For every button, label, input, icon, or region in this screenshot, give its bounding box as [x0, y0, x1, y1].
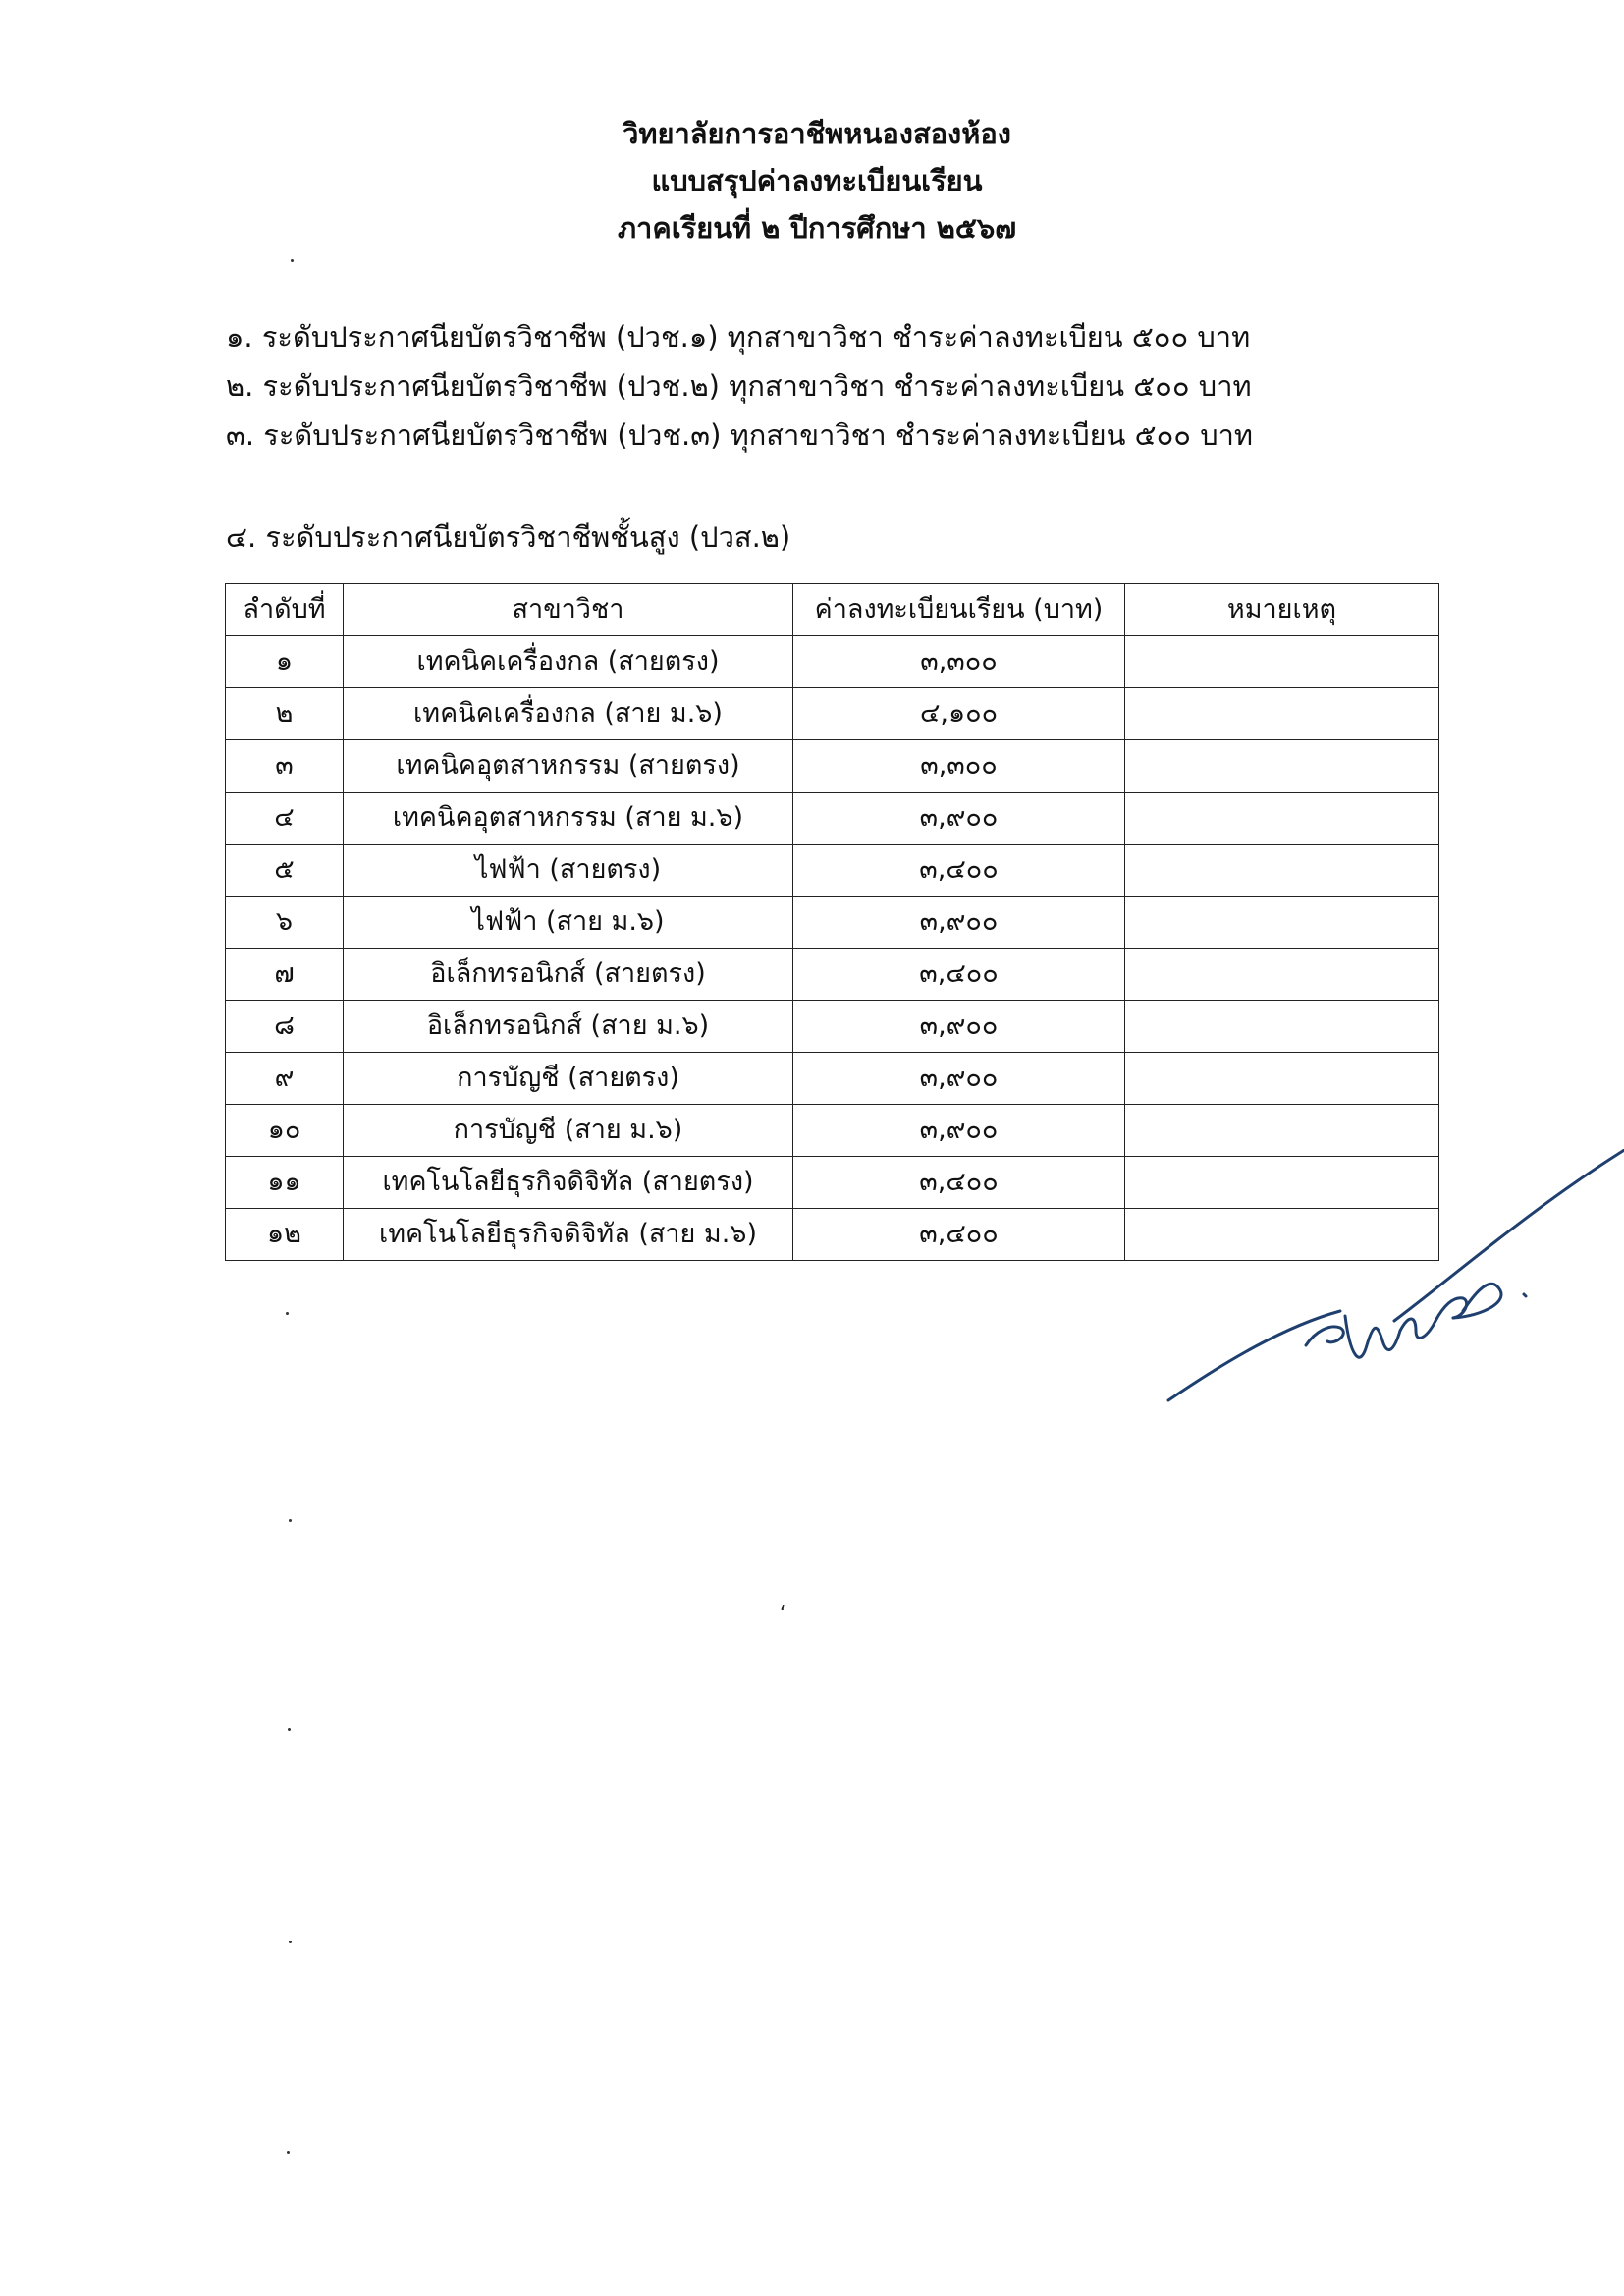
scan-speck [291, 259, 294, 262]
row-fee: ๓,๔๐๐ [793, 1157, 1125, 1209]
row-note [1125, 636, 1439, 688]
row-note [1125, 740, 1439, 793]
row-no: ๑๑ [226, 1157, 344, 1209]
signature [1159, 1149, 1624, 1414]
table-row [226, 740, 1439, 793]
row-no: ๒ [226, 688, 344, 740]
section-4-title: ๔. ระดับประกาศนียบัตรวิชาชีพชั้นสูง (ปวส.๒) [226, 520, 791, 554]
row-note [1125, 1001, 1439, 1053]
row-fee: ๓,๓๐๐ [793, 740, 1125, 793]
row-no: ๕ [226, 845, 344, 897]
row-program: อิเล็กทรอนิกส์ (สายตรง) [344, 949, 793, 1001]
table-row [226, 793, 1439, 845]
row-fee: ๓,๙๐๐ [793, 1001, 1125, 1053]
row-note [1125, 1053, 1439, 1105]
row-program: อิเล็กทรอนิกส์ (สาย ม.๖) [344, 1001, 793, 1053]
row-fee: ๔,๑๐๐ [793, 688, 1125, 740]
table-row [226, 688, 1439, 740]
row-fee: ๓,๓๐๐ [793, 636, 1125, 688]
level-list [226, 312, 1404, 460]
form-title: แบบสรุปค่าลงทะเบียนเรียน [651, 164, 983, 197]
row-no: ๓ [226, 740, 344, 793]
table-row [226, 897, 1439, 949]
row-no: ๑๐ [226, 1105, 344, 1157]
row-program: เทคนิคอุตสาหกรรม (สาย ม.๖) [344, 793, 793, 845]
row-fee: ๓,๙๐๐ [793, 897, 1125, 949]
header-program: สาขาวิชา [344, 584, 793, 636]
level-item-2: ๒. ระดับประกาศนียบัตรวิชาชีพ (ปวช.๒) ทุกสาขาวิชา ชำระค่าลงทะเบียน ๕๐๐ บาท [226, 369, 1252, 403]
stray-mark: ‘ [780, 1601, 786, 1624]
term-title: ภาคเรียนที่ ๒ ปีการศึกษา ๒๕๖๗ [617, 211, 1017, 245]
scan-speck [289, 1519, 292, 1522]
header-fee: ค่าลงทะเบียนเรียน (บาท) [793, 584, 1125, 636]
row-note [1125, 845, 1439, 897]
row-fee: ๓,๙๐๐ [793, 793, 1125, 845]
row-program: เทคนิคอุตสาหกรรม (สายตรง) [344, 740, 793, 793]
header-no: ลำดับที่ [226, 584, 344, 636]
row-program: เทคนิคเครื่องกล (สาย ม.๖) [344, 688, 793, 740]
row-program: การบัญชี (สายตรง) [344, 1053, 793, 1105]
row-no: ๘ [226, 1001, 344, 1053]
row-no: ๔ [226, 793, 344, 845]
row-no: ๙ [226, 1053, 344, 1105]
row-fee: ๓,๔๐๐ [793, 1209, 1125, 1261]
level-item-1: ๑. ระดับประกาศนียบัตรวิชาชีพ (ปวช.๑) ทุกสาขาวิชา ชำระค่าลงทะเบียน ๕๐๐ บาท [226, 320, 1251, 354]
row-fee: ๓,๙๐๐ [793, 1053, 1125, 1105]
row-note [1125, 897, 1439, 949]
row-fee: ๓,๔๐๐ [793, 949, 1125, 1001]
level-item-3: ๓. ระดับประกาศนียบัตรวิชาชีพ (ปวช.๓) ทุกสาขาวิชา ชำระค่าลงทะเบียน ๕๐๐ บาท [226, 418, 1254, 452]
row-program: เทคโนโลยีธุรกิจดิจิทัล (สายตรง) [344, 1157, 793, 1209]
table-row [226, 636, 1439, 688]
scan-speck [288, 1728, 291, 1731]
table-row [226, 1053, 1439, 1105]
row-program: ไฟฟ้า (สายตรง) [344, 845, 793, 897]
scan-speck [289, 1941, 292, 1943]
table-row [226, 1001, 1439, 1053]
document-header [0, 110, 1624, 251]
row-program: ไฟฟ้า (สาย ม.๖) [344, 897, 793, 949]
scan-speck [287, 2151, 290, 2154]
college-name: วิทยาลัยการอาชีพหนองสองห้อง [623, 117, 1011, 150]
row-no: ๑ [226, 636, 344, 688]
row-program: เทคนิคเครื่องกล (สายตรง) [344, 636, 793, 688]
row-note [1125, 793, 1439, 845]
row-note [1125, 688, 1439, 740]
table-row [226, 949, 1439, 1001]
row-program: เทคโนโลยีธุรกิจดิจิทัล (สาย ม.๖) [344, 1209, 793, 1261]
row-fee: ๓,๔๐๐ [793, 845, 1125, 897]
table-header-row [226, 584, 1439, 636]
table-row [226, 845, 1439, 897]
row-program: การบัญชี (สาย ม.๖) [344, 1105, 793, 1157]
row-no: ๖ [226, 897, 344, 949]
scan-speck [286, 1312, 289, 1315]
row-no: ๗ [226, 949, 344, 1001]
row-note [1125, 949, 1439, 1001]
row-fee: ๓,๙๐๐ [793, 1105, 1125, 1157]
row-no: ๑๒ [226, 1209, 344, 1261]
header-note: หมายเหตุ [1125, 584, 1439, 636]
